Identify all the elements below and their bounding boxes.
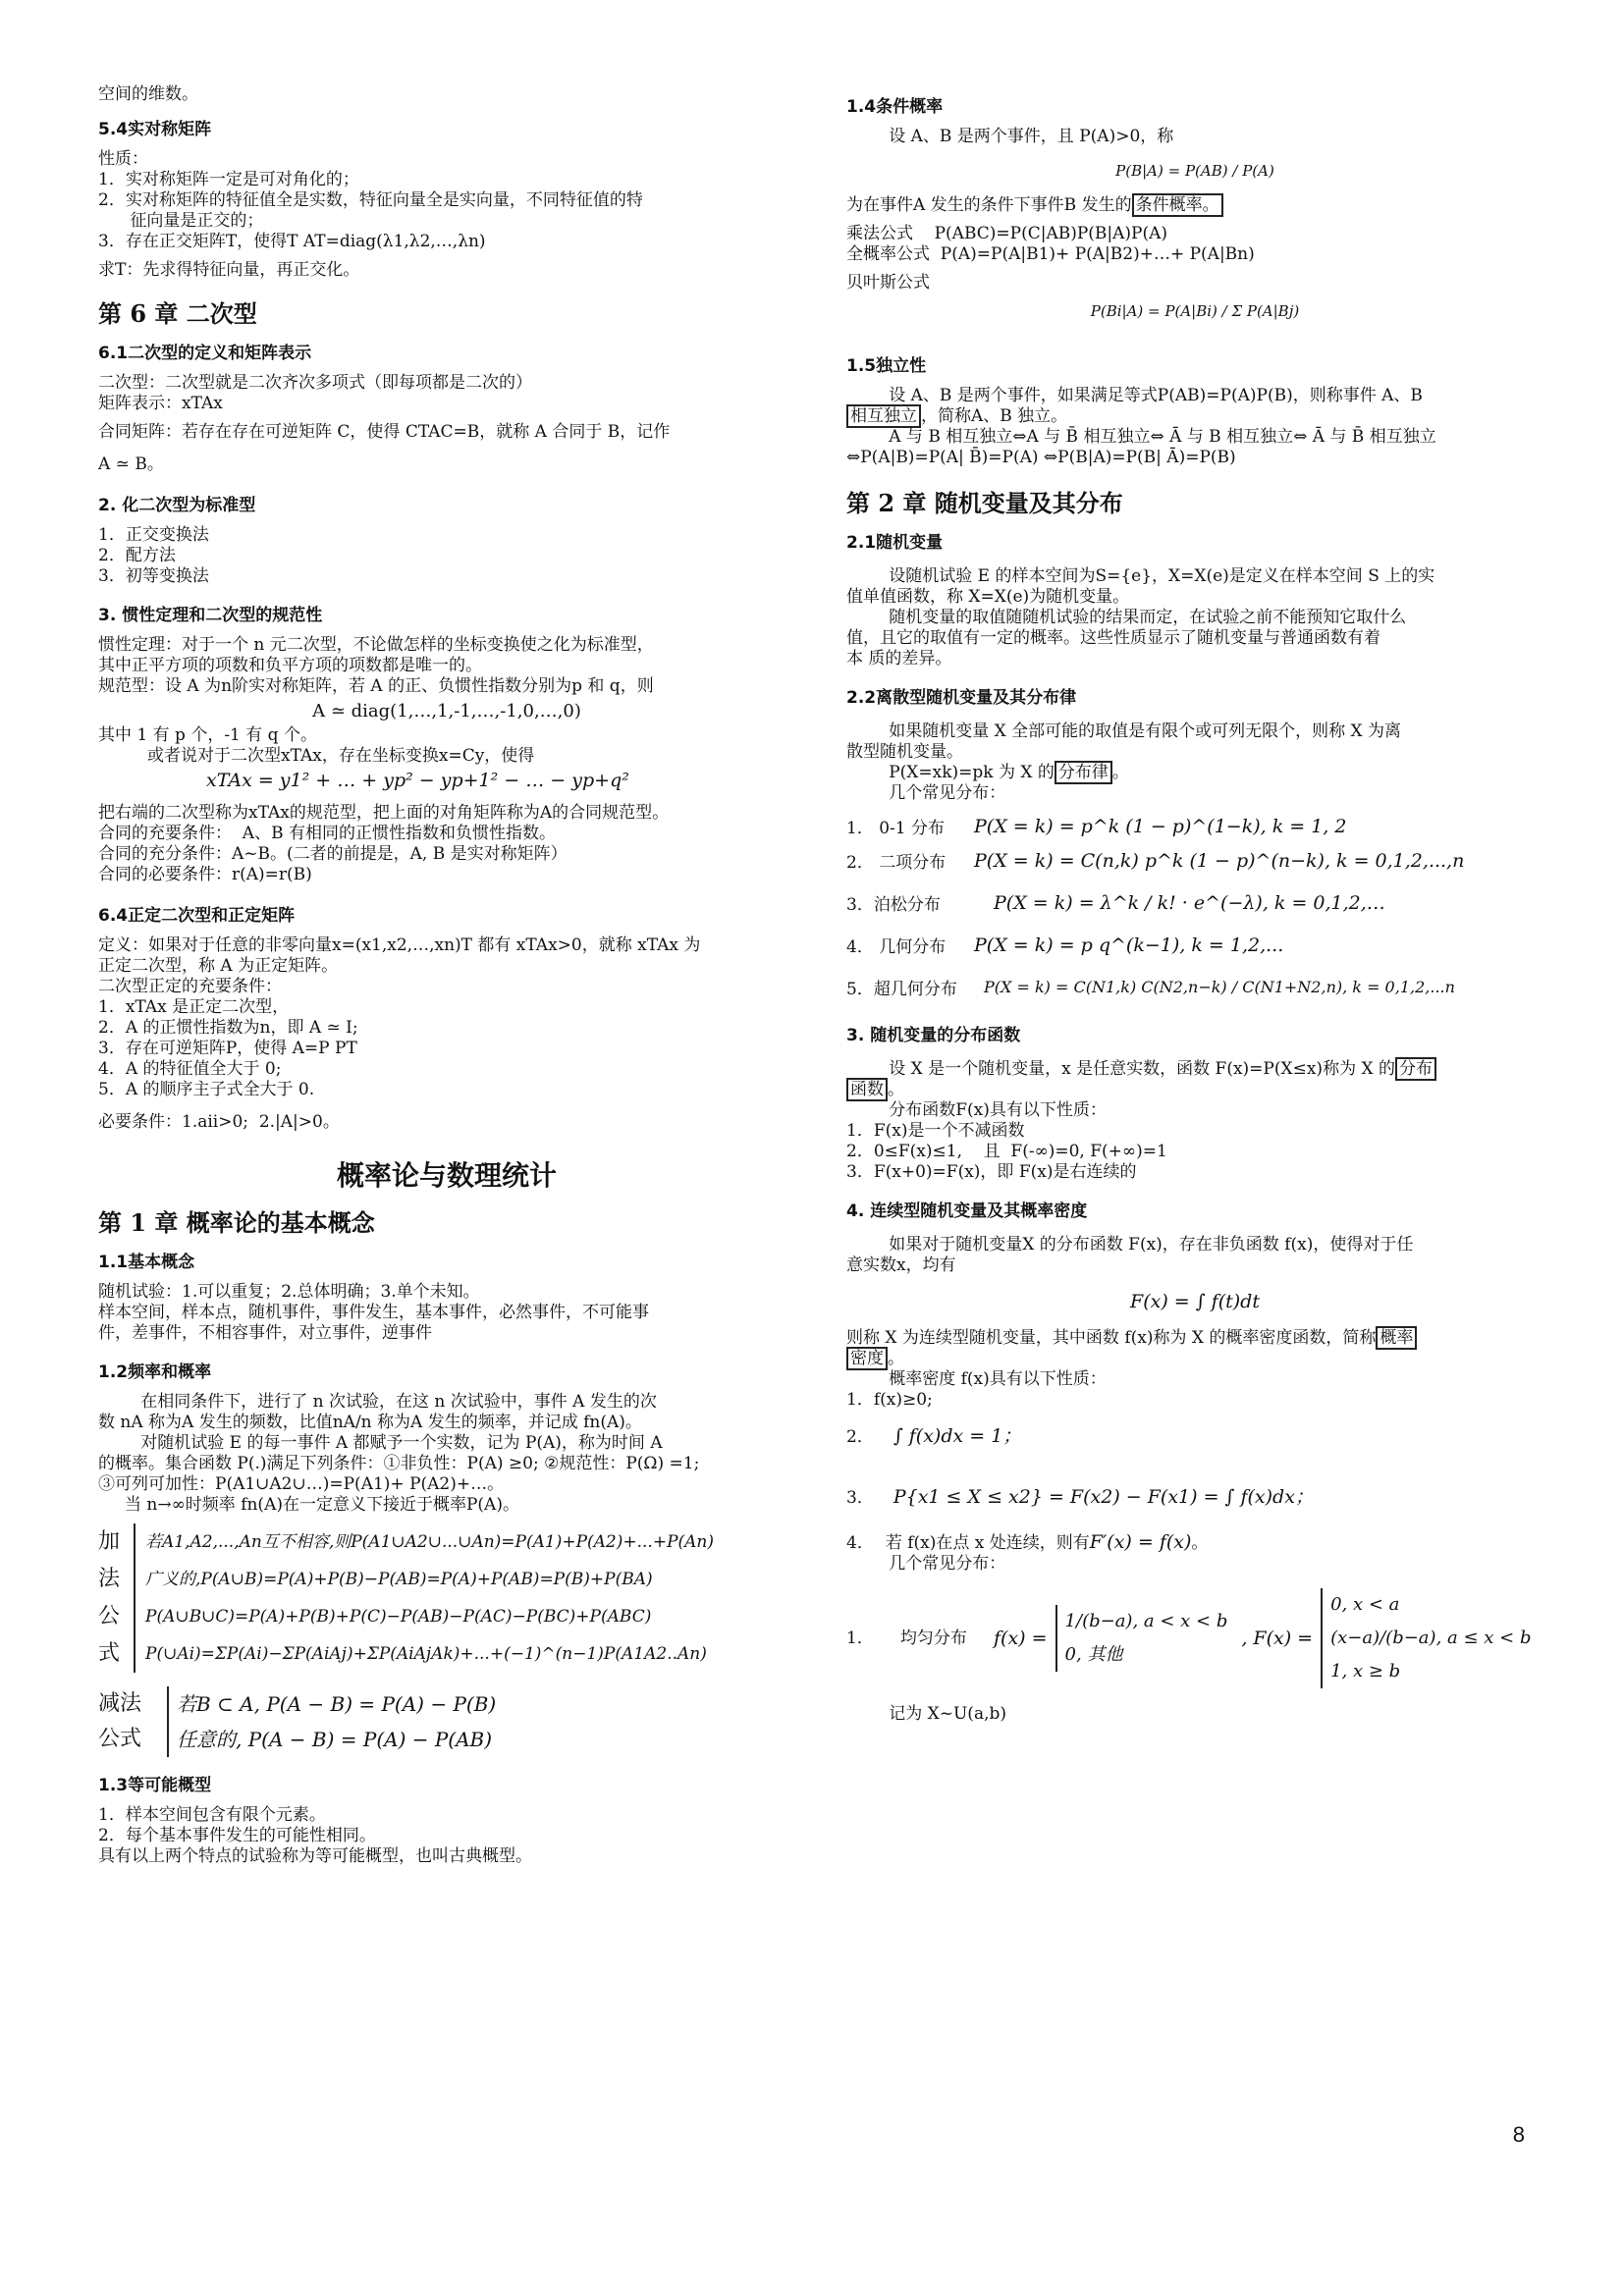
section-title: 2.2离散型随机变量及其分布律	[846, 688, 1077, 708]
list-item: 2．A 的正惯性指数为n，即 A ≃ I;	[98, 1018, 358, 1038]
text-line: 件，差事件，不相容事件，对立事件，逆事件	[98, 1323, 432, 1343]
list-item: 2．配方法	[98, 546, 176, 565]
section-title: 1.1基本概念	[98, 1253, 195, 1272]
text-line: 具有以上两个特点的试验称为等可能概型，也叫古典概型。	[98, 1846, 532, 1866]
chapter-title: 第 2 章 随机变量及其分布	[846, 489, 1123, 517]
text-line: 合同的充分条件：A~B。(二者的前提是，A, B 是实对称矩阵）	[98, 844, 568, 864]
section-title: 6.4正定二次型和正定矩阵	[98, 906, 296, 926]
text-line: 把右端的二次型称为xTAx的规范型，把上面的对角矩阵称为A的合同规范型。	[98, 803, 670, 823]
formula: P{x1 ≤ X ≤ x2} = F(x2) − F(x1) = ∫ f(x)dx；	[893, 1486, 1314, 1508]
distribution-label: 1． 均匀分布	[846, 1628, 967, 1648]
text-line: 几个常见分布：	[846, 1554, 1006, 1574]
text-line: ⇔P(A|B)=P(A| B̄)=P(A) ⇔P(B|A)=P(B| Ā)=P(B)	[846, 448, 1236, 467]
term-box: 密度	[846, 1347, 888, 1370]
term-box: 分布	[1395, 1057, 1436, 1081]
list-item: 5．A 的顺序主子式全大于 0.	[98, 1080, 315, 1099]
text-line: 2．实对称矩阵的特征值全是实数，特征向量全是实向量，不同特征值的特	[98, 190, 643, 210]
right-column	[846, 84, 1543, 1725]
text-line: 相互独立 ，简称A、B 独立。	[846, 406, 1543, 427]
distribution-label: 3．泊松分布	[846, 895, 941, 915]
text-line: 如果随机变量 X 全部可能的取值是有限个或可列无限个，则称 X 为离	[846, 721, 1402, 741]
section-title: 1.2频率和概率	[98, 1362, 212, 1382]
section-title: 3. 惯性定理和二次型的规范性	[98, 606, 323, 625]
section-title: 4. 连续型随机变量及其概率密度	[846, 1201, 1088, 1221]
distribution-formula: P(X = k) = C(N1,k) C(N2,n−k) / C(N1+N2,n), k = 0,1,2,...n	[984, 978, 1455, 996]
pdf-piecewise: 1/(b−a), a < x < b 0, 其他	[1055, 1605, 1228, 1672]
text-line: 设 A、B 是两个事件，如果满足等式P(AB)=P(A)P(B)，则称事件 A、B	[846, 386, 1423, 405]
section-title: 2. 化二次型为标准型	[98, 496, 256, 515]
text-line: 本 质的差异。	[846, 649, 952, 668]
text-line: P(X=xk)=pk 为 X 的 分布律 。	[846, 763, 1129, 782]
list-item: 1．样本空间包含有限个元素。	[98, 1805, 326, 1825]
list-item: 2． ∫ f(x)dx = 1；	[846, 1425, 1022, 1447]
subtraction-formula-label: 减法 公式	[98, 1691, 142, 1751]
list-item: 1．F(x)是一个不减函数	[846, 1121, 1025, 1141]
list-item: 3． P{x1 ≤ X ≤ x2} = F(x2) − F(x1) = ∫ f(x)dx；	[846, 1486, 1314, 1508]
text-line: 3．存在正交矩阵T，使得T AT=diag(λ1,λ2,…,λn)	[98, 232, 486, 251]
distribution-formula: P(X = k) = C(n,k) p^k (1 − p)^(n−k), k = 0,1,2,...,n	[974, 849, 1465, 872]
text-line: 为在事件A 发生的条件下事件B 发生的 条件概率。	[846, 195, 1543, 216]
text-line: 合同的充要条件： A、B 有相同的正惯性指数和负惯性指数。	[98, 824, 556, 843]
text-line: 记为 X~U(a,b)	[846, 1704, 1006, 1724]
text-line: 乘法公式 P(ABC)=P(C|AB)P(B|A)P(A)	[846, 224, 1168, 243]
term-box: 相互独立	[846, 404, 921, 428]
text-line: 1．实对称矩阵一定是可对角化的；	[98, 170, 359, 189]
list-item: 4． 若 f(x)在点 x 处连续，则有F′(x) = f(x)。	[846, 1531, 1209, 1553]
list-item: 1．f(x)≥0;	[846, 1390, 933, 1410]
formula: 若B ⊂ A, P(A − B) = P(A) − P(B)	[177, 1692, 497, 1716]
distribution-row	[846, 814, 1543, 838]
term-box: 分布律	[1055, 761, 1112, 784]
distribution-formula: P(X = k) = p q^(k−1), k = 1,2,...	[974, 934, 1284, 956]
list-item: 2．每个基本事件发生的可能性相同。	[98, 1826, 376, 1845]
formula: P(B|A) = P(AB) / P(A)	[1115, 162, 1274, 180]
chapter-title: 第 6 章 二次型	[98, 299, 257, 328]
distribution-row	[846, 890, 1543, 915]
text-line: 设随机试验 E 的样本空间为S={e}，X=X(e)是定义在样本空间 S 上的实	[846, 566, 1435, 586]
text-line: 的概率。集合函数 P(.)满足下列条件：①非负性：P(A) ≥0; ②规范性：P(Ω) =1;	[98, 1454, 700, 1473]
section-title: 3. 随机变量的分布函数	[846, 1026, 1021, 1045]
text-line: 征向量是正交的；	[98, 211, 264, 231]
list-item: 1．正交变换法	[98, 525, 209, 545]
text-line: 意实数x，均有	[846, 1255, 956, 1275]
left-column	[98, 84, 795, 1867]
distribution-row	[846, 933, 1543, 957]
section-title: 1.5独立性	[846, 356, 927, 376]
formula: ∫ f(x)dx = 1；	[893, 1425, 1022, 1447]
text-line: ③可列可加性：P(A1∪A2∪…)=P(A1)+ P(A2)+…。	[98, 1474, 505, 1494]
section-title: 5.4实对称矩阵	[98, 120, 212, 139]
text-line: 值单值函数，称 X=X(e)为随机变量。	[846, 587, 1130, 607]
formula: 任意的, P(A − B) = P(A) − P(AB)	[177, 1728, 493, 1751]
page-number: 8	[1512, 2122, 1525, 2147]
text-line: 二次型正定的充要条件：	[98, 977, 282, 996]
text-line: 数 nA 称为A 发生的频数，比值nA/n 称为A 发生的频率，并记成 fn(A)。	[98, 1413, 642, 1432]
addition-formula-label: 加 法 公 式	[98, 1529, 121, 1666]
text-line: 合同的必要条件：r(A)=r(B)	[98, 865, 312, 884]
text-line: 正定二次型，称 A 为正定矩阵。	[98, 956, 339, 976]
text-line: 设 X 是一个随机变量，x 是任意实数，函数 F(x)=P(X≤x)称为 X 的 分布	[846, 1059, 1543, 1080]
formula: F(x) = ∫ f(t)dt	[1130, 1291, 1260, 1312]
text-line: A ≃ B。	[98, 454, 164, 474]
formula: 若A1,A2,...,An互不相容,则P(A1∪A2∪...∪An)=P(A1)+P(A2)+...+P(An)	[145, 1532, 715, 1552]
chapter-title: 第 1 章 概率论的基本概念	[98, 1208, 375, 1237]
distribution-formula: P(X = k) = p^k (1 − p)^(1−k), k = 1, 2	[974, 815, 1347, 837]
text-line: 全概率公式 P(A)=P(A|B1)+ P(A|B2)+…+ P(A|Bn)	[846, 244, 1255, 264]
text-line: 必要条件：1.aii>0; 2.|A|>0。	[98, 1112, 340, 1132]
list-item: 3．存在可逆矩阵P，使得 A=P PT	[98, 1039, 357, 1058]
text-line: 定义：如果对于任意的非零向量x=(x1,x2,…,xn)T 都有 xTAx>0，就称 xTAx 为	[98, 935, 701, 955]
distribution-label: 4． 几何分布	[846, 937, 947, 957]
text-line: 矩阵表示：xTAx	[98, 394, 223, 413]
text-line: 求T：先求得特征向量，再正交化。	[98, 260, 360, 280]
term-box: 条件概率。	[1132, 193, 1223, 217]
formula: P(A∪B∪C)=P(A)+P(B)+P(C)−P(AB)−P(AC)−P(BC)+P(ABC)	[145, 1607, 652, 1627]
list-item: 2．0≤F(x)≤1, 且 F(-∞)=0, F(+∞)=1	[846, 1142, 1167, 1161]
text-line: 密度 。	[846, 1349, 1543, 1369]
formula: xTAx = y1² + … + yp² − yp+1² − … − yp+q²	[206, 770, 629, 791]
text-line: 二次型：二次型就是二次齐次多项式（即每项都是二次的）	[98, 373, 532, 393]
pdf-label: f(x) =	[994, 1628, 1048, 1649]
list-item: 3．F(x+0)=F(x)，即 F(x)是右连续的	[846, 1162, 1137, 1182]
distribution-label: 5．超几何分布	[846, 980, 957, 999]
section-title: 6.1二次型的定义和矩阵表示	[98, 344, 312, 363]
addition-formula-lines	[134, 1523, 714, 1673]
text-line: 规范型：设 A 为n阶实对称矩阵，若 A 的正、负惯性指数分别为p 和 q，则	[98, 676, 654, 696]
uniform-distribution	[846, 1588, 1543, 1688]
cdf-label: , F(x) =	[1241, 1628, 1314, 1649]
list-item: 1．xTAx 是正定二次型，	[98, 997, 290, 1017]
text-line: 随机变量的取值随随机试验的结果而定，在试验之前不能预知它取什么	[846, 608, 1407, 627]
part-title: 概率论与数理统计	[336, 1159, 557, 1192]
formula: P(∪Ai)=ΣP(Ai)−ΣP(AiAj)+ΣP(AiAjAk)+...+(−1)^(n−1)P(A1A2..An)	[145, 1644, 707, 1664]
distribution-formula: P(X = k) = λ^k / k! · e^(−λ), k = 0,1,2,…	[994, 891, 1385, 914]
list-item: 3．初等变换法	[98, 566, 209, 586]
distribution-row	[846, 848, 1543, 873]
section-title: 1.4条件概率	[846, 97, 944, 117]
text-line: 在相同条件下，进行了 n 次试验，在这 n 次试验中，事件 A 发生的次	[98, 1392, 657, 1412]
text-line: 则称 X 为连续型随机变量，其中函数 f(x)称为 X 的概率密度函数，简称 概率	[846, 1328, 1543, 1349]
text-line: 空间的维数。	[98, 84, 198, 104]
section-title: 2.1随机变量	[846, 533, 944, 553]
list-item: 4．A 的特征值全大于 0;	[98, 1059, 282, 1079]
formula: F′(x) = f(x)	[1089, 1531, 1192, 1553]
subtraction-formula-block	[98, 1686, 795, 1757]
text-line: A 与 B 相互独立⇔A 与 B̄ 相互独立⇔ Ā 与 B 相互独立⇔ Ā 与 B̄ 相互独立	[846, 427, 1436, 447]
subtraction-formula-lines	[167, 1686, 496, 1757]
text-line: 当 n→∞时频率 fn(A)在一定意义下接近于概率P(A)。	[98, 1495, 519, 1515]
section-title: 1.3等可能概型	[98, 1776, 212, 1795]
addition-formula-block	[98, 1523, 795, 1673]
term-box: 函数	[846, 1078, 888, 1101]
text-line: 分布函数F(x)具有以下性质：	[846, 1100, 1107, 1120]
text-line: 贝叶斯公式	[846, 273, 930, 293]
text-line: 散型随机变量。	[846, 742, 963, 762]
text-line: 对随机试验 E 的每一事件 A 都赋予一个实数，记为 P(A)，称为时间 A	[98, 1433, 663, 1453]
text-line: 值，且它的取值有一定的概率。这些性质显示了随机变量与普通函数有着	[846, 628, 1380, 648]
cdf-piecewise: 0, x < a (x−a)/(b−a), a ≤ x < b 1, x ≥ b	[1321, 1588, 1531, 1688]
text-line: 合同矩阵：若存在存在可逆矩阵 C，使得 CTAC=B，就称 A 合同于 B，记作	[98, 422, 671, 442]
distribution-label: 2． 二项分布	[846, 853, 947, 873]
text-line: 几个常见分布：	[846, 783, 1006, 803]
text-line: 性质：	[98, 149, 148, 169]
term-box: 概率	[1376, 1326, 1417, 1350]
text-line: 随机试验：1.可以重复；2.总体明确；3.单个未知。	[98, 1282, 480, 1302]
text-line: 样本空间，样本点，随机事件，事件发生，基本事件，必然事件，不可能事	[98, 1303, 649, 1322]
distribution-row	[846, 975, 1543, 999]
text-line: 惯性定理：对于一个 n 元二次型，不论做怎样的坐标变换使之化为标准型，	[98, 635, 654, 655]
text-line: 概率密度 f(x)具有以下性质：	[846, 1369, 1107, 1389]
text-line: 如果对于随机变量X 的分布函数 F(x)，存在非负函数 f(x)，使得对于任	[846, 1235, 1414, 1255]
formula: P(Bi|A) = P(A|Bi) / Σ P(A|Bj)	[1090, 302, 1300, 320]
formula: 广义的,P(A∪B)=P(A)+P(B)−P(AB)=P(A)+P(AB)=P(B)+P(BA)	[145, 1570, 653, 1589]
text-line: 或者说对于二次型xTAx，存在坐标变换x=Cy，使得	[147, 746, 535, 766]
text-line: 其中 1 有 p 个，-1 有 q 个。	[98, 725, 317, 745]
text-line: 设 A、B 是两个事件，且 P(A)>0，称	[846, 127, 1174, 146]
text-line: 函数 。	[846, 1080, 1543, 1100]
text-line: 其中正平方项的项数和负平方项的项数都是唯一的。	[98, 656, 482, 675]
distribution-label: 1． 0-1 分布	[846, 819, 945, 838]
formula: A ≃ diag(1,…,1,-1,…,-1,0,…,0)	[312, 701, 581, 721]
